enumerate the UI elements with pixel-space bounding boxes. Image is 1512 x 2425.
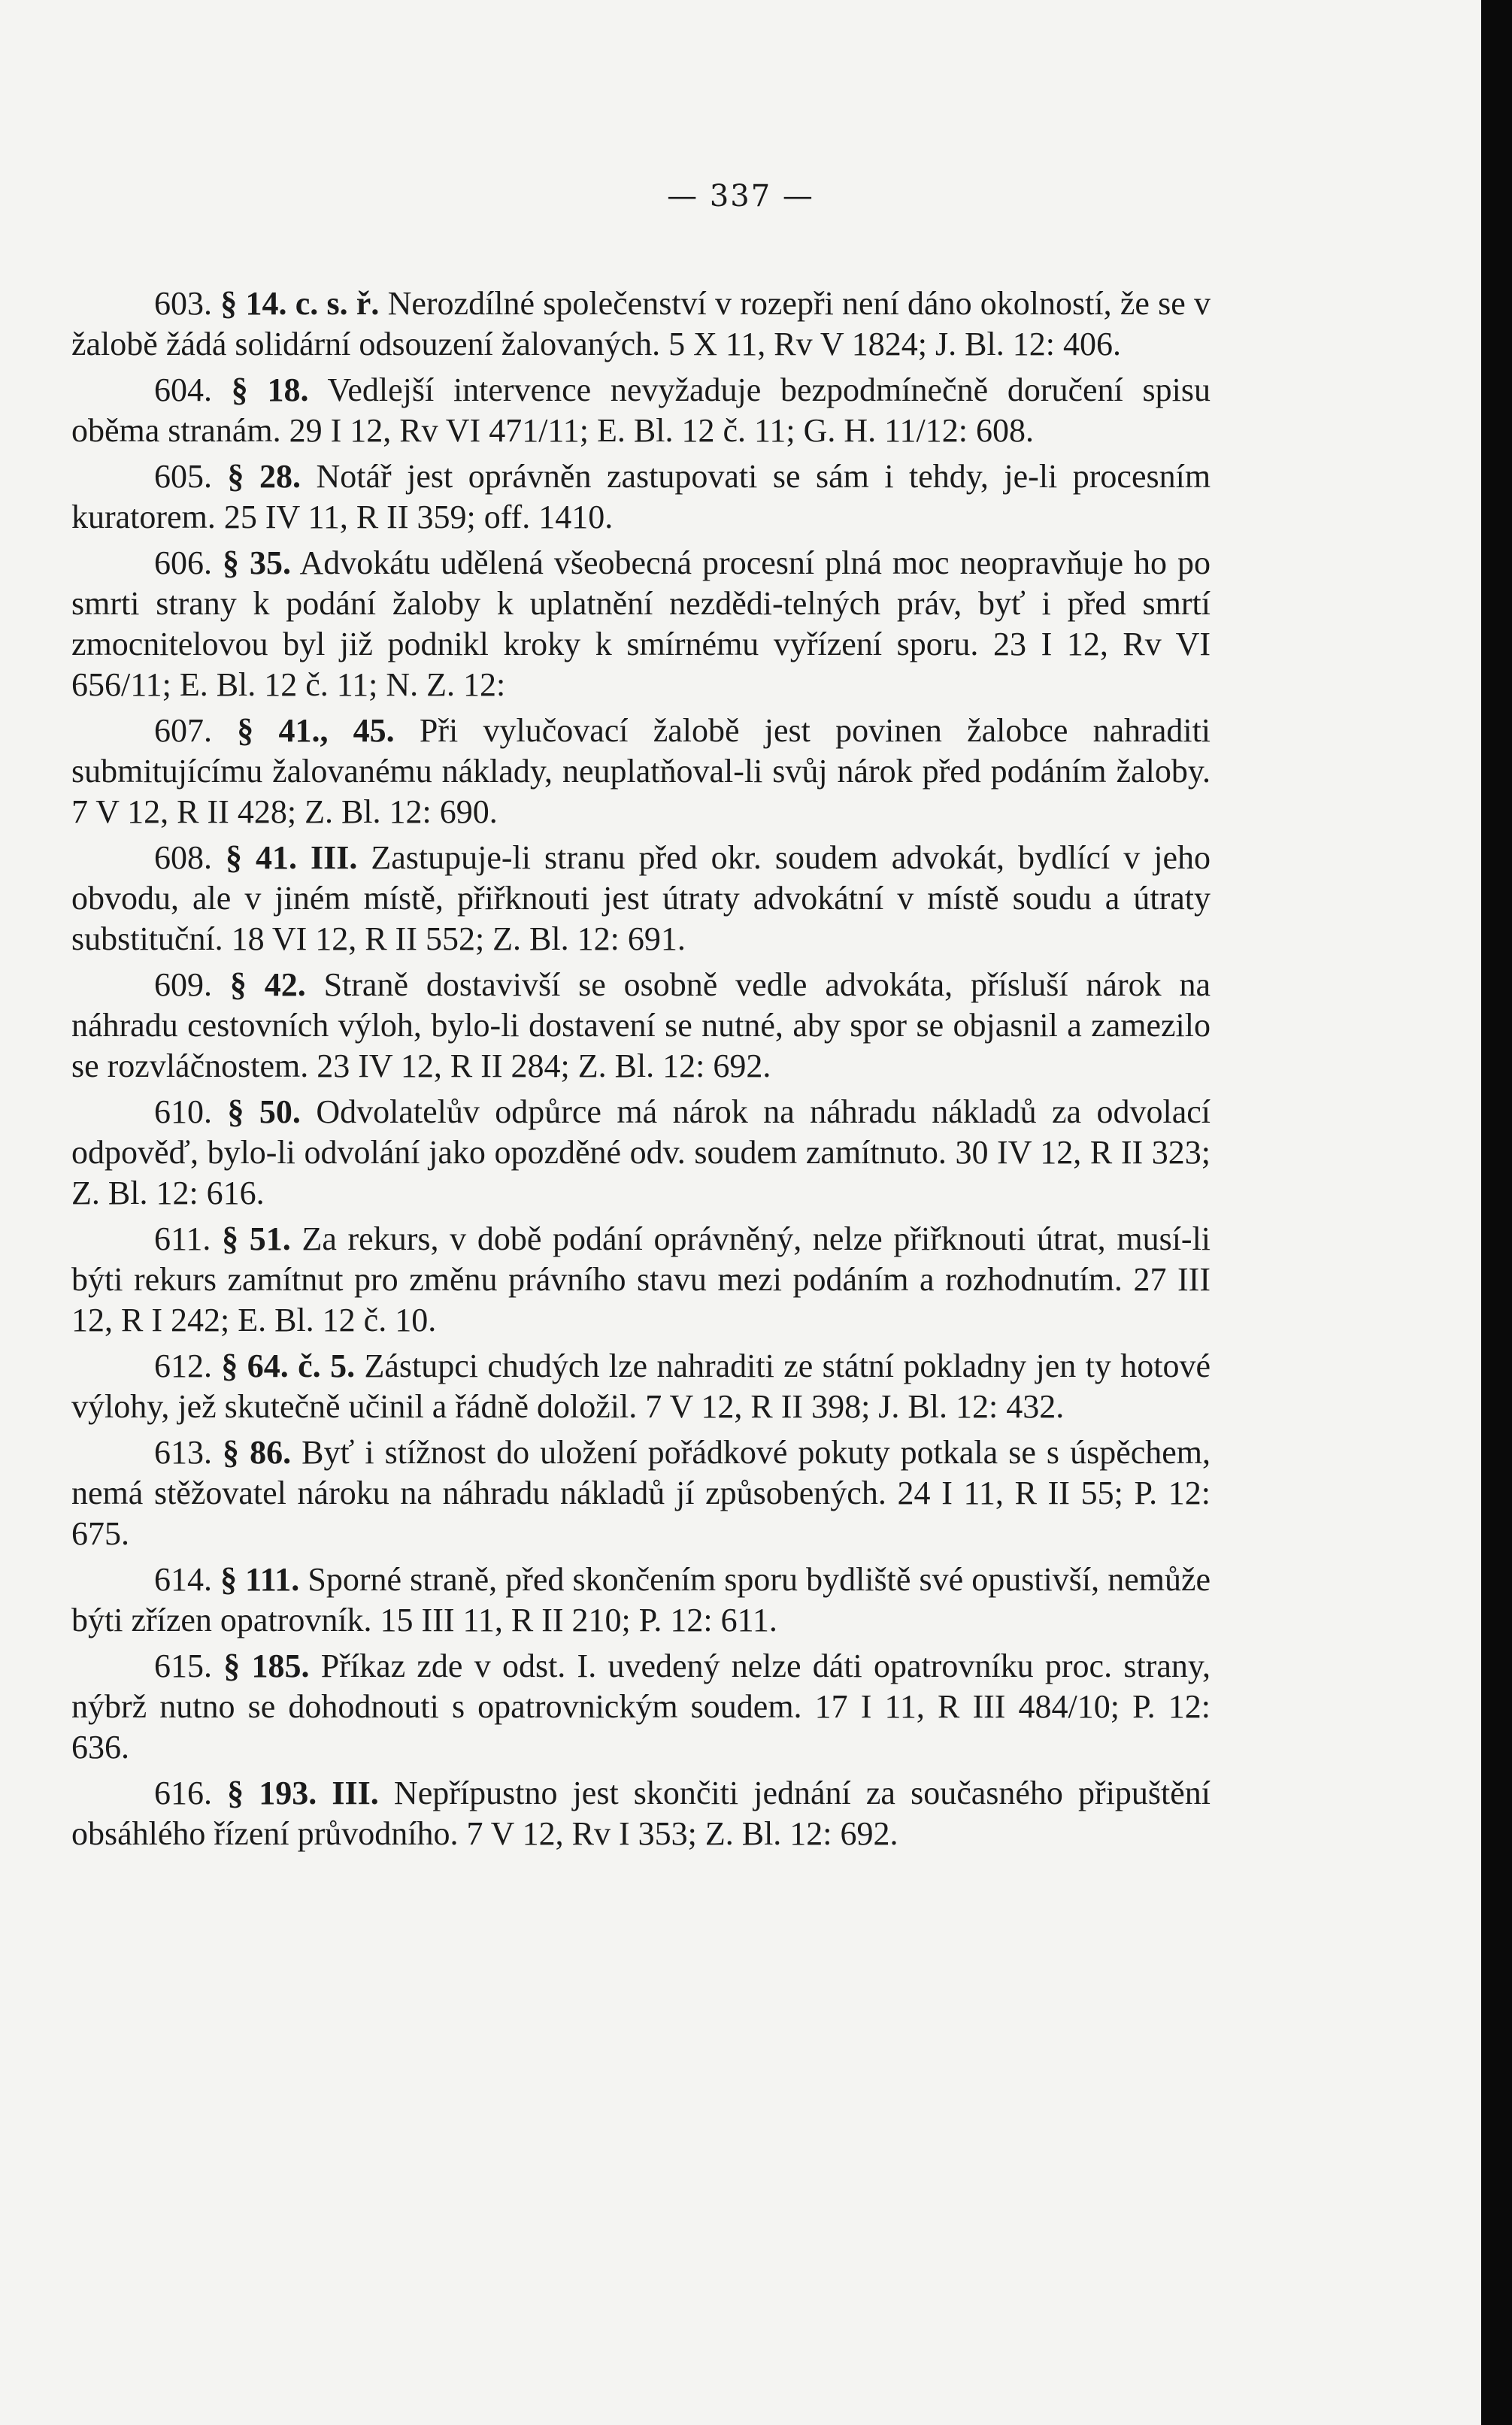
entry-615: [71, 1646, 1211, 1768]
entry-number: 614.: [154, 1561, 212, 1598]
entry-text: Nerozdílné společenství v rozepři není dáno okolností, že se v žalobě žádá solidární odsouzení žalovaných. 5 X 11, Rv V 1824; J. Bl. 12: 406.: [71, 285, 1211, 362]
entry-number: 615.: [154, 1647, 212, 1684]
entry-613: [71, 1432, 1211, 1554]
entry-section: § 185.: [223, 1647, 310, 1684]
entry-number: 607.: [154, 712, 212, 749]
entry-614: [71, 1560, 1211, 1641]
entry-number: 613.: [154, 1434, 212, 1471]
entry-text: Při vylučovací žalobě jest povinen žalobce nahraditi submitujícímu žalovanému náklady, neuplatňoval-li svůj nárok před podáním žaloby. 7 V 12, R II 428; Z. Bl. 12: 690.: [71, 712, 1211, 830]
entry-number: 603.: [154, 285, 212, 322]
entry-608: [71, 838, 1211, 959]
entry-section: § 35.: [222, 544, 291, 581]
entry-section: § 111.: [220, 1561, 300, 1598]
entry-section: § 14. c. s. ř.: [220, 285, 380, 322]
entry-text: Straně dostavivší se osobně vedle advokáta, přísluší nárok na náhradu cestovních výloh, bylo-li dostavení se nutné, aby spor se objasnil a zamezilo se rozvláčnostem. 23 IV 12, R II 284; Z. Bl. 12: 692.: [71, 966, 1211, 1084]
entry-605: [71, 456, 1211, 538]
entry-609: [71, 965, 1211, 1087]
entry-number: 616.: [154, 1775, 212, 1811]
entry-text: Byť i stížnost do uložení pořádkové pokuty potkala se s úspěchem, nemá stěžovatel nároku na náhradu nákladů jí způsobených. 24 I 11, R II 55; P. 12: 675.: [71, 1434, 1211, 1552]
entry-603: [71, 283, 1211, 365]
entry-number: 605.: [154, 458, 212, 495]
scan-border: [1481, 0, 1512, 2425]
entry-611: [71, 1219, 1211, 1341]
entry-number: 611.: [154, 1220, 211, 1257]
entry-section: § 51.: [222, 1220, 291, 1257]
entry-number: 610.: [154, 1093, 212, 1130]
entry-text: Nepřípustno jest skončiti jednání za současného připuštění obsáhlého řízení průvodního. 7 V 12, Rv I 353; Z. Bl. 12: 692.: [71, 1775, 1211, 1852]
entry-section: § 64. č. 5.: [221, 1347, 356, 1384]
entry-number: 612.: [154, 1347, 212, 1384]
entry-text: Advokátu udělená všeobecná procesní plná moc neopravňuje ho po smrti strany k podání žaloby k uplatnění nezdědi-telných práv, byť i před smrtí zmocnitelovou byl již podnikl kroky k smírnému vyřízení sporu. 23 I 12, Rv VI 656/11; E. Bl. 12 č. 11; N. Z. 12:: [71, 544, 1211, 703]
entry-text: Zastupuje-li stranu před okr. soudem advokát, bydlící v jeho obvodu, ale v jiném místě, přiřknouti jest útraty advokátní v místě soudu a útraty substituční. 18 VI 12, R II 552; Z. Bl. 12: 691.: [71, 839, 1211, 957]
entry-section: § 18.: [231, 371, 309, 408]
entry-text: Odvolatelův odpůrce má nárok na náhradu nákladů za odvolací odpověď, bylo-li odvolání jako opozděné odv. soudem zamítnuto. 30 IV 12, R II 323; Z. Bl. 12: 616.: [71, 1093, 1211, 1211]
entry-616: [71, 1773, 1211, 1854]
entry-text: Sporné straně, před skončením sporu bydliště své opustivší, nemůže býti zřízen opatrovník. 15 III 11, R II 210; P. 12: 611.: [71, 1561, 1211, 1638]
entry-section: § 86.: [223, 1434, 292, 1471]
entry-number: 604.: [154, 371, 212, 408]
entry-text: Zástupci chudých lze nahraditi ze státní pokladny jen ty hotové výlohy, jež skutečně učinil a řádně doložil. 7 V 12, R II 398; J. Bl. 12: 432.: [71, 1347, 1211, 1425]
entry-section: § 42.: [229, 966, 306, 1003]
entry-text: Za rekurs, v době podání oprávněný, nelze přiřknouti útrat, musí-li býti rekurs zamítnut pro změnu právního stavu mezi podáním a rozhodnutím. 27 III 12, R I 242; E. Bl. 12 č. 10.: [71, 1220, 1211, 1338]
entry-612: [71, 1346, 1211, 1427]
entry-text: Vedlejší intervence nevyžaduje bezpodmínečně doručení spisu oběma stranám. 29 I 12, Rv VI 471/11; E. Bl. 12 č. 11; G. H. 11/12: 608.: [71, 371, 1211, 449]
entry-610: [71, 1092, 1211, 1214]
entry-section: § 50.: [227, 1093, 301, 1130]
entry-text: Příkaz zde v odst. I. uvedený nelze dáti opatrovníku proc. strany, nýbrž nutno se dohodnouti s opatrovnickým soudem. 17 I 11, R III 484/10; P. 12: 636.: [71, 1647, 1211, 1766]
entry-number: 609.: [154, 966, 212, 1003]
entry-section: § 28.: [227, 458, 301, 495]
entry-number: 608.: [154, 839, 212, 876]
entry-606: [71, 543, 1211, 705]
entry-section: § 193. III.: [227, 1775, 379, 1811]
entry-section: § 41., 45.: [237, 712, 395, 749]
entry-number: 606.: [154, 544, 212, 581]
entry-607: [71, 711, 1211, 832]
entry-section: § 41. III.: [226, 839, 358, 876]
entry-604: [71, 370, 1211, 451]
entries-list: [71, 283, 1211, 1860]
page-number: — 337 —: [667, 179, 814, 214]
entry-text: Notář jest oprávněn zastupovati se sám i tehdy, je-li procesním kuratorem. 25 IV 11, R II 359; off. 1410.: [71, 458, 1211, 535]
